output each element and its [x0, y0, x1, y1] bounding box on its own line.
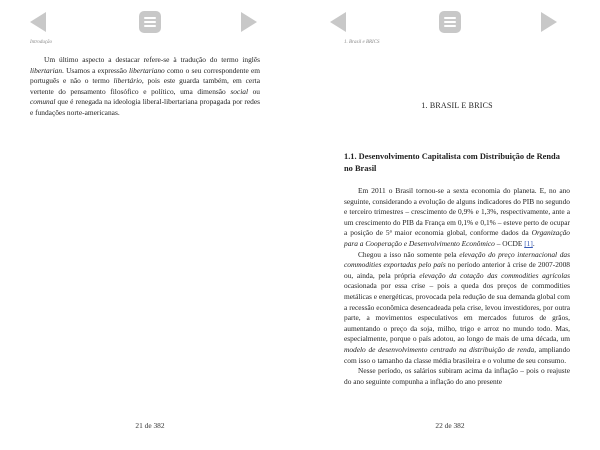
- page-number: 22 de 382: [435, 421, 465, 430]
- next-page-icon[interactable]: [241, 12, 257, 32]
- next-page-icon[interactable]: [541, 12, 557, 32]
- paragraph: Chegou a isso não somente pela elevação do preço internacional das commodities exportadas pelo país no período anterior à crise de 2007-2008 ou, ainda, pela própria elevação da cotação das commodities agrícolas ocasionada por essa crise – pois a queda dos preços de commodities metálicas e energéticas, provocada pela redução de sua demanda global com a recessão econômica desencadeada pela crise, levou investidores, por outra parte, a movimentos especulativos em mercados futuros de grãos, aumentando o preço da soja, milho, trigo e arroz no mundo todo. Mas, especialmente, porque o país adotou, ao longo de mais de uma década, um modelo de desenvolvimento centrado na distribuição de renda, ampliando com isso o tamanho da classe média brasileira e o volume de seu consumo.: [344, 249, 571, 365]
- running-head: 1. Brasil e BRICS: [344, 40, 380, 45]
- previous-page-icon[interactable]: [30, 12, 46, 32]
- body-text: [30, 55, 260, 119]
- right-page-navbar: [300, 8, 600, 38]
- page-number: 21 de 382: [135, 421, 165, 430]
- chapter-title: 1. BRASIL E BRICS: [421, 101, 493, 110]
- previous-page-icon[interactable]: [330, 12, 346, 32]
- section-title: 1.1. Desenvolvimento Capitalista com Distribuição de Renda no Brasil: [344, 152, 560, 173]
- footnote-link[interactable]: [1]: [524, 238, 533, 248]
- menu-icon[interactable]: [439, 11, 461, 33]
- paragraph: Nesse período, os salários subiram acima da inflação – pois o reajuste do ano seguinte compunha a inflação do ano presente: [344, 366, 570, 386]
- body-text: [344, 186, 570, 387]
- menu-icon[interactable]: [139, 11, 161, 33]
- running-head: Introdução: [30, 40, 53, 45]
- paragraph: Em 2011 o Brasil tornou-se a sexta economia do planeta. E, no ano seguinte, considerando a evolução de alguns indicadores do PIB no segundo e terceiro trimestres – crescimento de 0,9% e 1,3%, respectivamente, ante a um crescimento do PIB da França em 0,1% e 0,1% – esteve perto de ocupar a posição de 5ª maior economia global, conforme dados da Organização para a Cooperação e Desenvolvimento Econômico – OCDE [1].: [344, 186, 570, 248]
- paragraph: Um último aspecto a destacar refere-se à tradução do termo inglês libertarian. Usamos a expressão libertariano como o seu correspondente em português e não o termo libertário, pois este guarda também, em certa vertente do pensamento filosófico e político, uma dimensão social ou comunal que é renegada na ideologia liberal-libertariana propagada por redes e fundações norte-americanas.: [30, 55, 260, 117]
- left-page-navbar: [0, 8, 300, 38]
- right-page: [300, 0, 600, 450]
